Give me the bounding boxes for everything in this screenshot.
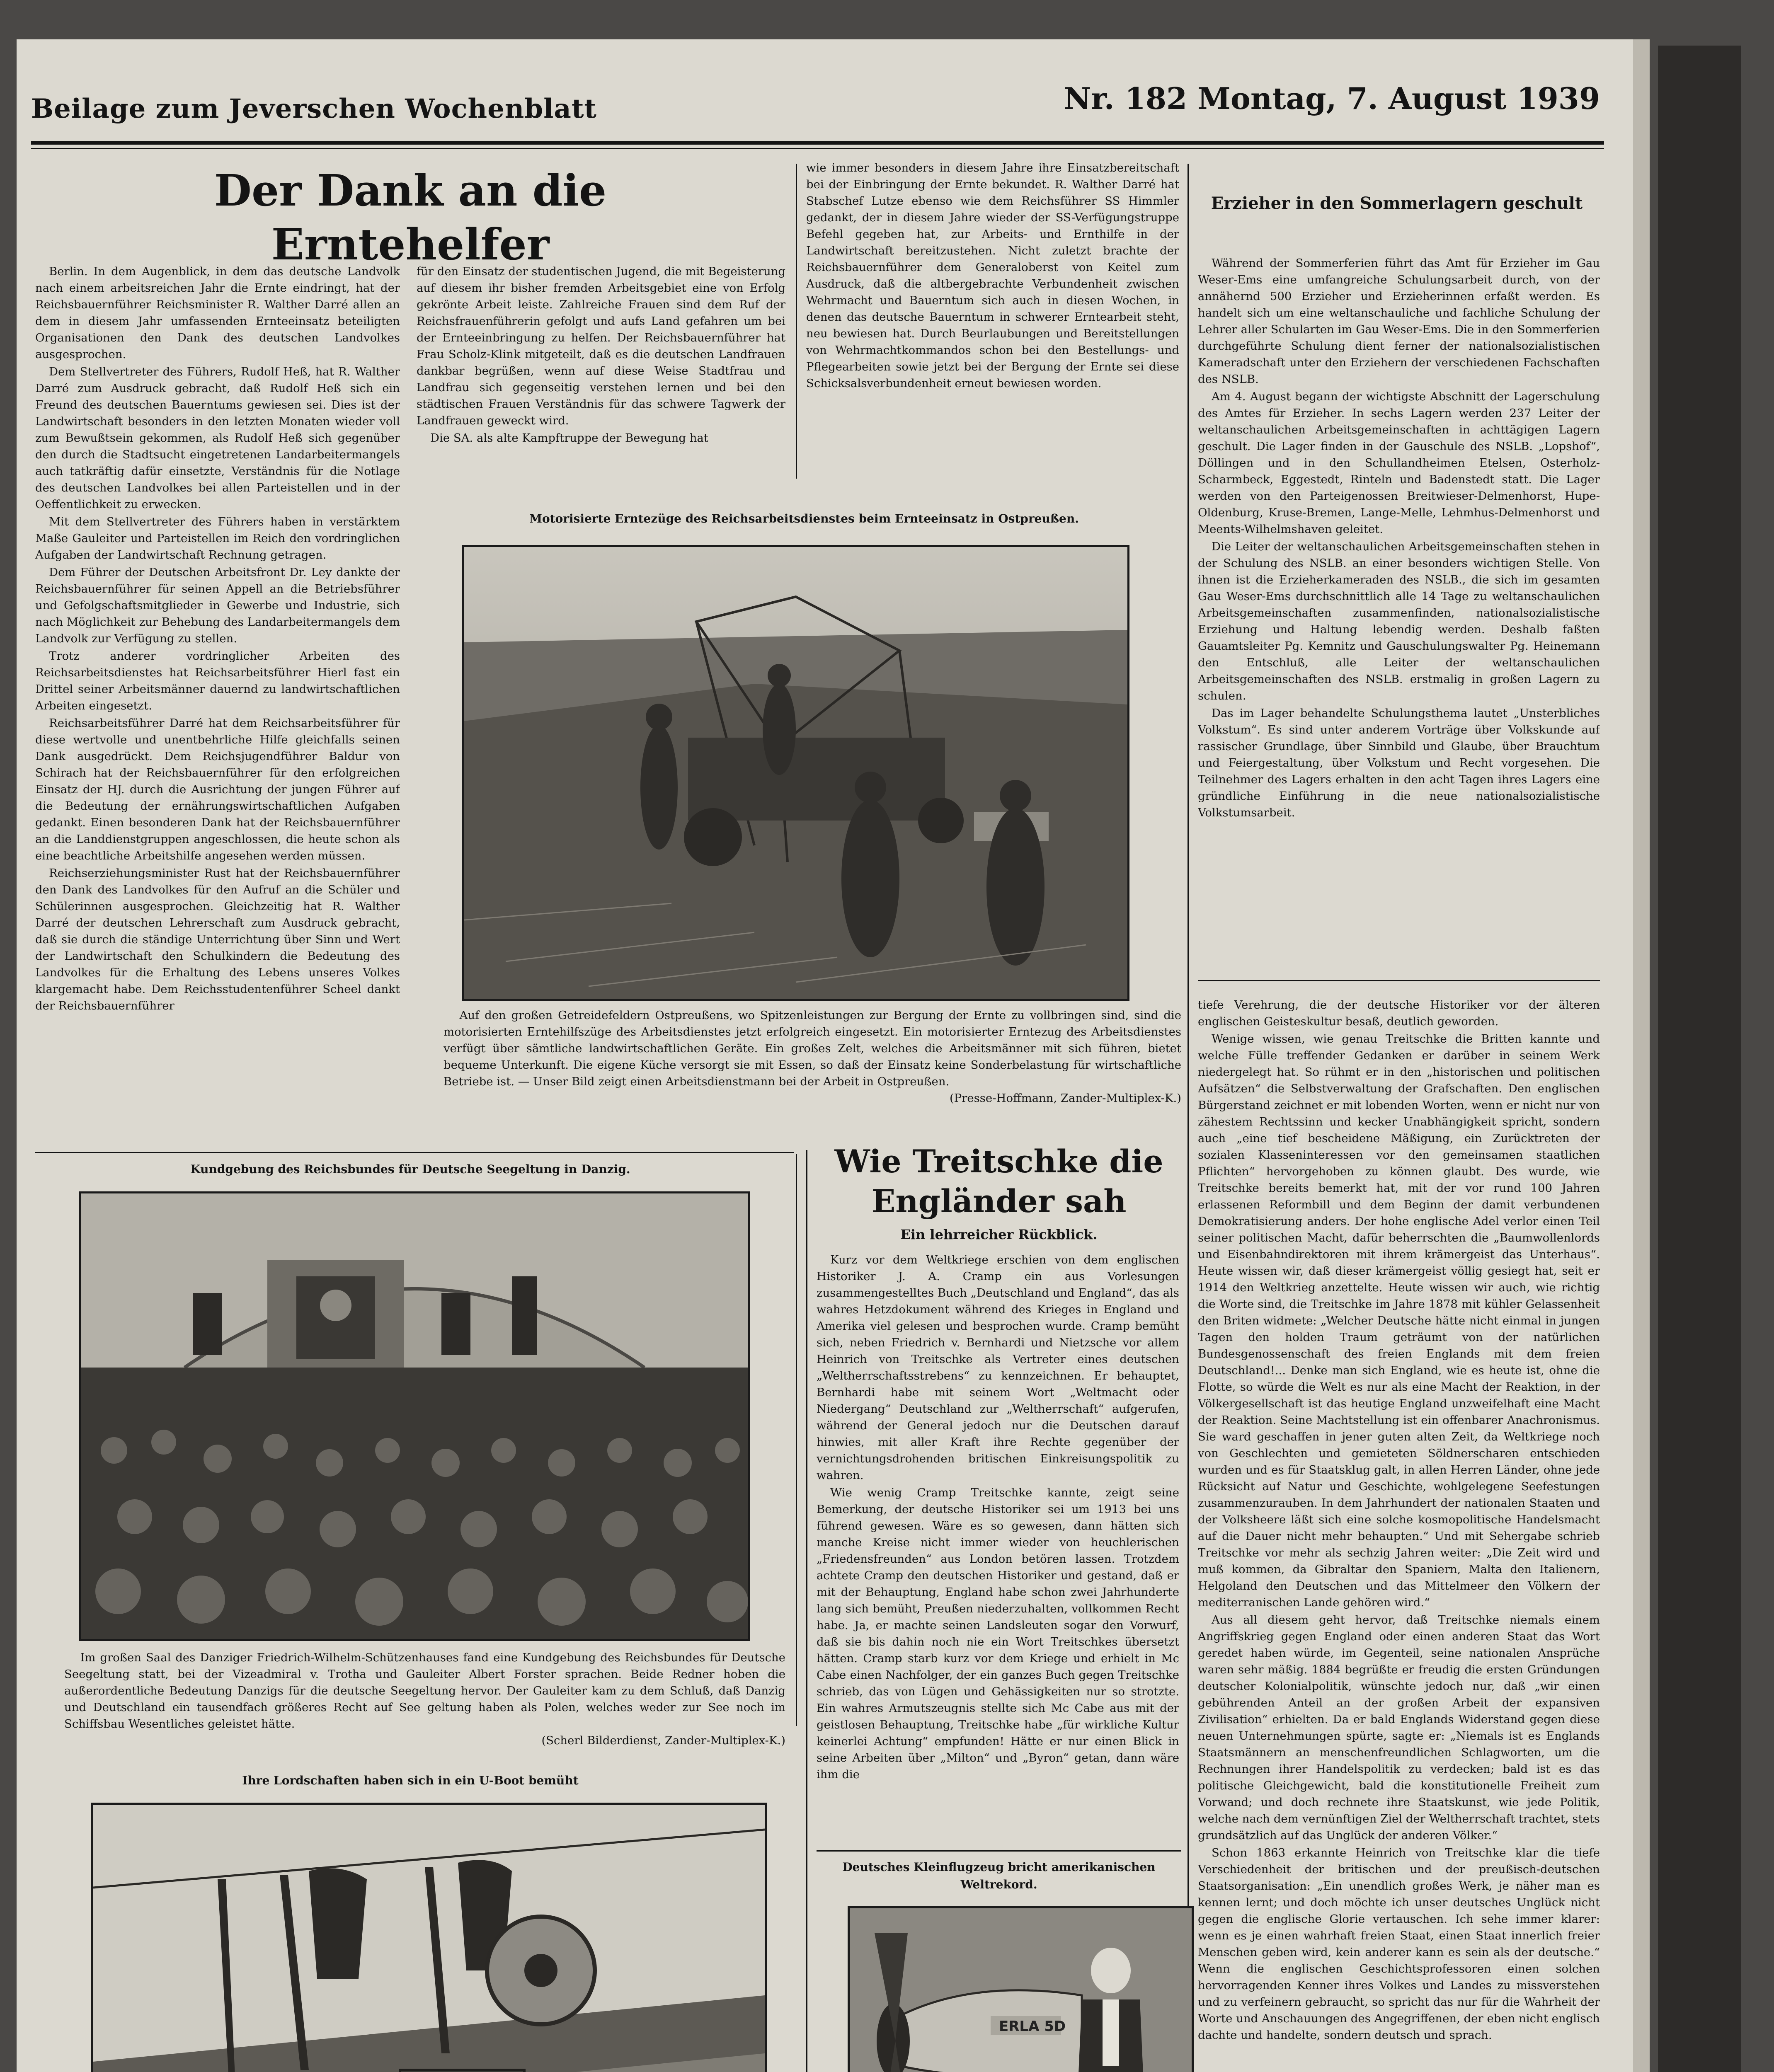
article-paragraph: für den Einsatz der studentischen Jugend, die mit Begeisterung auf diesem ihr bisher fremden Arbeitsgebiet eine von Erfolg gekrönte Arbeit leiste. Zahlreiche Frauen sind dem Ruf der Reichsfrauenführerin gefolgt und aufs Land gefahren um bei der Ernteeinbringung zu helfen. Der Reichsbauernführer hat Frau Scholz-Klink mitgeteilt, daß es die deutschen Landfrauen dankbar begrüßen, wenn auf diese Weise Stadtfrau und Landfrau sich gegenseitig verstehen lernen und bei den städtischen Frauen Verständnis für das schwere Tagwerk der Landfrauen geweckt wird. [417,265,785,427]
article-paragraph: Aus all diesem geht hervor, daß Treitschke niemals einem Angriffskrieg gegen England oder einen anderen Staat das Wort geredet haben würde, im Gegenteil, seine nationalen Ansprüche waren sehr mäßig. 1884 begrüßte er freudig die ersten Gründungen deutscher Kolonialpolitik, wünschte jedoch nur, daß „wir einen gebührenden Anteil an der großen Arbeit der expansiven Zivilisation“ erhielten. Da er bald Englands Widerstand gegen diese neuen Unternehmungen spürte, sagte er: „Niemals ist es Englands Staatsmännern an menschenfreundlichen Schlagworten, um die Rechnungen ihrer Handelspolitik zu verdecken; bald ist es das politische Gleichgewicht, bald die konstitutionelle Freiheit zum Vorwand; und doch rechnete ihre Staatskunst, wie jede Politik, welche nach dem vernünftigen Ziel der Weltherrschaft trachtet, stets grundsätzlich auf das Unglück der anderen Völker.“ [1198,1613,1600,1842]
photo-caption [64,1649,785,1749]
article-paragraph: Dem Führer der Deutschen Arbeitsfront Dr. Ley dankte der Reichsbauernführer für seinen Appell an die Betriebsführer und Gefolgschaftsmitglieder in Gewerbe und Industrie, sich nach Möglichkeit zur Behebung des Landarbeitermangels dem Landvolk zur Verfügung zu stellen. [35,566,400,645]
article-paragraph: Reichserziehungsminister Rust hat der Reichsbauernführer den Dank des Landvolkes für den Aufruf an die Schüler und Schülerinnen ausgesprochen. Gleichzeitig hat R. Walther Darré der deutschen Lehrerschaft zum Ausdruck gebracht, daß sie durch die ständige Unterrichtung über Sinn und Wert der Landwirtschaft den Schulkindern die Bedeutung des Landvolkes für die Erhaltung des Lebens unseres Volkes klargemacht habe. Dem Reichsstudentenführer Scheel dankt der Reichsbauernführer [35,867,400,1012]
article-subheadline: Ein lehrreicher Rückblick. [900,1227,1098,1242]
article-headline: Der Dank an die Erntehelfer [214,165,607,270]
masthead-rule [31,141,1604,145]
article-column [1198,997,1600,2072]
headline-text: Wie Treitschke die Engländer sah [834,1143,1163,1220]
page-edge [1633,39,1650,2072]
section-divider [817,1850,1181,1852]
photo-title: Motorisierte Erntezüge des Reichsarbeitsdienstes beim Ernteeinsatz in Ostpreußen. [529,512,1079,525]
article-paragraph: Berlin. In dem Augenblick, in dem das deutsche Landvolk nach einem arbeitsreichen Jahr die Ernte eindringt, hat der Reichsbauernführer Reichsminister R. Walther Darré allen an dem in diesem Jahr umfassenden Ernteeinsatz beteiligten Organisationen den Dank des deutschen Landvolkes ausgesprochen. [35,265,400,361]
photo-title: Deutsches Kleinflugzeug bricht amerikanischen Weltrekord. [842,1860,1156,1891]
article-column [35,263,400,1133]
column-divider [806,1150,807,2072]
article-column [417,263,785,479]
masthead-rule-thin [31,148,1604,149]
danzig-rally-photo [79,1191,750,1641]
article-headline [829,1142,1169,1221]
column-divider [796,164,797,479]
article-paragraph: Kurz vor dem Weltkriege erschien von dem englischen Historiker J. A. Cramp ein aus Vorlesungen zusammengestelltes Buch „Deutschland und England“, das als wahres Hetzdokument während des Krieges in England und Amerika viel gelesen und besprochen wurde. Cramp bemüht sich, neben Friedrich v. Bernhardi und Nietzsche vor allem Heinrich von Treitschke als Vertreter eines deutschen „Weltherrschaftsstrebens“ zu kennzeichnen. Er behauptet, Bernhardi habe mit seinem Wort „Weltmacht oder Niedergang“ Deutschland zur „Weltherrschaft“ aufgerufen, während der General jedoch nur die Deutschen darauf hinwies, mit aller Kraft ihre Rechte gegenüber der vernichtungsdrohenden britischen Einkreisungspolitik zu wahren. [817,1253,1179,1482]
scan-background-strip [1658,46,1741,2072]
newspaper-page [17,39,1633,2072]
caption-text: Auf den großen Getreidefeldern Ostpreußens, wo Spitzenleistungen zur Bergung der Ernte zu vollbringen sind, sind die motorisierten Erntehilfszüge des Arbeitsdienstes jetzt erfolgreich eingesetzt. Ein motorisierter Erntezug des Arbeitsdienstes verfügt über sämtliche landwirtschaftlichen Geräte. Ein großes Zelt, welches die Arbeitsmänner mit sich führen, bietet bequeme Unterkunft. Die eigene Küche versorgt sie mit Essen, so daß der Einsatz keine Sonderbelastung für wirtschaftliche Betriebe ist. — Unser Bild zeigt einen Arbeitsdienstmann bei der Arbeit in Ostpreußen. [444,1009,1181,1088]
article-paragraph: Das im Lager behandelte Schulungsthema lautet „Unsterbliches Volkstum“. Es sind unter anderem Vorträge über Volkskunde auf rassischer Grundlage, über Sinnbild und Glaube, über Brauchtum und Feiergestaltung, über Volkstum und Recht vorgesehen. Die Teilnehmer des Lagers erhalten in den acht Tagen ihres Lagers eine gründliche Einführung in die neue nationalsozialistische Volkstumsarbeit. [1198,707,1600,819]
photo-caption [444,1007,1181,1106]
article-paragraph: tiefe Verehrung, die der deutsche Historiker vor der älteren englischen Geisteskultur besaß, deutlich geworden. [1198,998,1600,1028]
article-column [817,1251,1179,1842]
photo-credit: (Scherl Bilderdienst, Zander-Multiplex-K.) [541,1734,785,1747]
article-paragraph: Die SA. als alte Kampftruppe der Bewegung hat [430,431,708,445]
plane-photo [848,1906,1194,2072]
column-divider [1188,164,1189,2072]
harvest-photo [462,545,1129,1001]
article-column [1198,255,1600,972]
caption-text: Im großen Saal des Danziger Friedrich-Wilhelm-Schützenhauses fand eine Kundgebung des Reichsbundes für Deutsche Seegeltung statt, bei der Vizeadmiral v. Trotha und Gauleiter Albert Forster sprachen. Beide Redner hoben die außerordentliche Bedeutung Danzigs für die deutsche Seegeltung hervor. Der Gauleiter kam zu dem Schluß, daß Danzig und Deutschland ein tausendfach größeres Recht auf See geltung haben als Polen, welches weder zur See noch im Schiffsbau Wesentliches geleistet hätte. [64,1651,785,1731]
article-paragraph: Dem Stellvertreter des Führers, Rudolf Heß, hat R. Walther Darré zum Ausdruck gebracht, daß Rudolf Heß sich ein Freund des deutschen Bauerntums gewiesen sei. Dies ist der Landwirtschaft besonders in den letzten Monaten wieder voll zum Bewußtsein gekommen, als Rudolf Heß sich gegenüber den durch die Stadtsucht eingetretenen Landarbeitermangels auch tatkräftig dafür einsetzte, Verständnis für die Notlage des deutschen Landvolkes bei allen Parteistellen und in der Oeffentlichkeit zu erwecken. [35,365,400,511]
article-headline: Erzieher in den Sommerlagern geschult [1211,194,1583,213]
article-paragraph: Trotz anderer vordringlicher Arbeiten des Reichsarbeitsdienstes hat Reichsarbeitsführer Hierl fast ein Drittel seiner Arbeitsmänner dauernd zu landwirtschaftlichen Arbeiten eingesetzt. [35,649,400,712]
section-divider [1198,980,1600,981]
article-paragraph: Mit dem Stellvertreter des Führers haben in verstärktem Maße Gauleiter und Parteistellen im Reich den vordringlichen Aufgaben der Landwirtschaft Rechnung getragen. [35,515,400,562]
photo-title: Kundgebung des Reichsbundes für Deutsche Seegeltung in Danzig. [190,1162,630,1176]
article-paragraph: Schon 1863 erkannte Heinrich von Treitschke klar die tiefe Verschiedenheit der britischen und der preußisch-deutschen Staatsorganisation: „Ein unendlich großes Werk, je näher man es kennen lernt; und doch möchte ich unser deutsches Unglück nicht gegen die englische Glorie vertauschen. Ich sehe immer klarer: wenn es je einen wahrhaft freien Staat, einen Staat innerlich freier Menschen geben wird, kein anderer kann es sein als der deutsche.“ Wenn die englischen Geschichtsprofessoren einen solchen hervorragenden Kenner ihres Volkes und Landes zu missverstehen und zu verfeinern gebraucht, so spricht das nur für die Wahrheit der Worte und Anschauungen des Angegriffenen, der eben nicht englisch dachte und handelte, sondern deutsch und sprach. [1198,1846,1600,2042]
article-paragraph: Wenige wissen, wie genau Treitschke die Britten kannte und welche Fülle treffender Gedanken er darüber in seinem Werk niedergelegt hat. So rühmt er in den „historischen und politischen Aufsätzen“ die Selbstverwaltung der Grafschaften. Den englischen Bürgerstand zeichnet er mit lobenden Worten, wenn er nicht nur von zähestem Rechtssinn und kecker Unabhängigkeit spricht, sondern auch „eine tief bescheidene Mäßigung, ein Zurücktreten der sozialen Klasseninteressen vor den gemeinsamen staatlichen Pflichten“ hervorgehoben zu können glaubt. Des wurde, wie Treitschke bereits bemerkt hat, mit der vor rund 100 Jahren erlassenen Reformbill und dem Beginn der damit verbundenen Demokratisierung anders. Der hohe englische Adel verlor einen Teil seiner politischen Macht, dafür beherrschten die „Baumwollenlords und Eisenbahndirektoren mit ihrem krämergeist das Unterhaus“. Heute wissen wir, daß dieser krämergeist völlig gesiegt hat, seit er 1914 den Weltkrieg anzettelte. Heute wissen wir auch, wie richtig die Worte sind, die Treitschke im Jahre 1878 mit kühler Gelassenheit den Briten widmete: „Welcher Deutsche hätte nicht einmal in jungen Tagen den holden Traum geträumt von der natürlichen Bundesgenossenschaft des freien Englands mit dem freien Deutschland!... Denke man sich England, wie es heute ist, ohne die Flotte, so würde die Welt es nur als eine Macht der Reaktion, in der Völkergesellschaft ist das heutige England unzweifelhaft eine Macht der Reaktion. Seine Machtstellung ist ein offenbarer Anachronismus. Sie ward geschaffen in jener guten alten Zeit, da Weltkriege noch von Geschlechten und gemieteten Söldnerscharen entschieden wurden und es für Staatsklug galt, in allen Herren Länder, ohne jede Rücksicht auf Natur und Geschichte, wohlgelegene Seefestungen zusammenzurauben. In dem Jahrhundert der nationalen Staaten und der Volksheere läßt sich eine solche kosmopolitische Handelsmacht auf die Dauer nicht mehr behaupten.“ Und mit Sehergabe schrieb Treitschke vor mehr als sechzig Jahren weiter: „Die Zeit wird und muß kommen, da Gibraltar den Spaniern, Malta den Italienern, Helgoland den Deutschen und das Mittelmeer den Völkern der mediterranischen Lande gehören wird.“ [1198,1032,1600,1609]
plane-marking: ERLA 5D [999,2018,1066,2035]
column-divider [796,1154,797,1726]
photo-credit: (Presse-Hoffmann, Zander-Multiplex-K.) [950,1092,1181,1105]
photo-title: Ihre Lordschaften haben sich in ein U-Boot bemüht [242,1774,579,1787]
article-paragraph: Während der Sommerferien führt das Amt für Erzieher im Gau Weser-Ems eine umfangreiche Schulungsarbeit durch, von der annähernd 500 Erzieher und Erzieherinnen erfaßt werden. Es handelt sich um eine weltanschauliche und fachliche Schulung der Lehrer aller Schularten im Gau Weser-Ems. Die in den Sommerferien durchgeführte Schulung dient ferner der nationalsozialistischen Kameradschaft unter den Erziehern der verschiedenen Fachschaften des NSLB. [1198,257,1600,386]
masthead-issue: Nr. 182 Montag, 7. August 1939 [1064,81,1600,116]
masthead-title: Beilage zum Jeverschen Wochenblatt [31,93,597,124]
article-paragraph: Am 4. August begann der wichtigste Abschnitt der Lagerschulung des Amtes für Erzieher. In sechs Lagern werden 237 Leiter der weltanschaulichen Arbeitsgemeinschaften in achttägigen Lagern geschult. Die Lager finden in der Gauschule des NSLB. „Lopshof“, Döllingen und in den Schullandheimen Etelsen, Osterholz-Scharmbeck, Eggestedt, Rinteln und Badenstedt statt. Die Lager werden von den Parteigenossen Breitwieser-Delmenhorst, Hupe-Oldenburg, Kruse-Bremen, Lange-Melle, Lehmhus-Delmenhorst und Meents-Wilhelmshaven geleitet. [1198,390,1600,536]
section-divider [35,1152,794,1153]
article-paragraph: Reichsarbeitsführer Darré hat dem Reichsarbeitsführer für diese wertvolle und unentbehrliche Hilfe gleichfalls seinen Dank ausgedrückt. Dem Reichsjugendführer Baldur von Schirach hat der Reichsbauernführer für den erfolgreichen Einsatz der HJ. durch die Ausrichtung der jungen Führer auf die Bedeutung der ernährungswirtschaftlichen Aufgaben gedankt. Einen besonderen Dank hat der Reichsbauernführer an die Landdienstgruppen angeschlossen, die heute schon als eine beachtliche Arbeitshilfe angesehen werden müssen. [35,716,400,862]
article-paragraph: Wie wenig Cramp Treitschke kannte, zeigt seine Bemerkung, der deutsche Historiker sei um 1913 bei uns führend gewesen. Wäre es so gewesen, dann hätten sich manche Kreise nicht immer wieder von heuchlerischen „Friedensfreunden“ aus London betören lassen. Trotzdem achtete Cramp den deutschen Historiker und gestand, daß er mit der Behauptung, England habe schon zwei Jahrhunderte lang sich bemüht, Preußen niederzuhalten, vollkommen Recht habe. Ja, er machte seinen Landsleuten sogar den Vorwurf, daß sie bis dahin noch nie ein Wort Treitschkes übersetzt hätten. Cramp starb kurz vor dem Kriege und erhielt in Mc Cabe einen Nachfolger, der ein ganzes Buch gegen Treitschke schrieb, das von Lügen und Gehässigkeiten nur so strotzte. Ein wahres Armutszeugnis stellte sich Mc Cabe aus mit der geistlosen Behauptung, Treitschke habe „für wirkliche Kultur keinerlei Achtung“ empfunden! Hätte er nur einen Blick in seine Arbeiten über „Milton“ und „Byron“ getan, dann wäre ihm die [817,1486,1179,1781]
article-paragraph: Die Leiter der weltanschaulichen Arbeitsgemeinschaften stehen in der Schulung des NSLB. an einer besonders wichtigen Stelle. Von ihnen ist die Erzieherkameraden des NSLB., die sich im gesamten Gau Weser-Ems durchschnittlich alle 14 Tage zu weltanschaulichen Arbeitsgemeinschaften zusammenfinden, nationalsozialistische Erziehung und Haltung lebendig werden. Deshalb faßten Gauamtsleiter Pg. Kemnitz und Gauschulungswalter Pg. Heinemann den Entschluß, alle Leiter der weltanschaulichen Arbeitsgemeinschaften des NSLB. erstmalig in großen Lagern zu schulen. [1198,540,1600,702]
article-column [806,160,1179,487]
uboat-photo [91,1803,767,2072]
article-paragraph: wie immer besonders in diesem Jahre ihre Einsatzbereitschaft bei der Einbringung der Ernte bekundet. R. Walther Darré hat Stabschef Lutze ebenso wie dem Reichsführer SS Himmler gedankt, der in diesem Jahre wieder der SS-Verfügungstruppe Befehl gegeben hat, zur Arbeits- und Ernthilfe in der Landwirtschaft bereitzustehen. Nicht zuletzt brachte der Reichsbauernführer dem Generaloberst von Keitel zum Ausdruck, daß die altbergebrachte Verbundenheit zwischen Wehrmacht und Bauerntum sich auch in diesen Wochen, in denen das deutsche Bauerntum in schwerer Erntearbeit steht, neu bewiesen hat. Durch Beurlaubungen und Bereitstellungen von Wehrmachtkommandos schon bei den Bestellungs- und Pflegearbeiten sowie jetzt bei der Bergung der Ernte sei diese Schicksalsverbundenheit erneut bewiesen worden. [806,161,1179,390]
